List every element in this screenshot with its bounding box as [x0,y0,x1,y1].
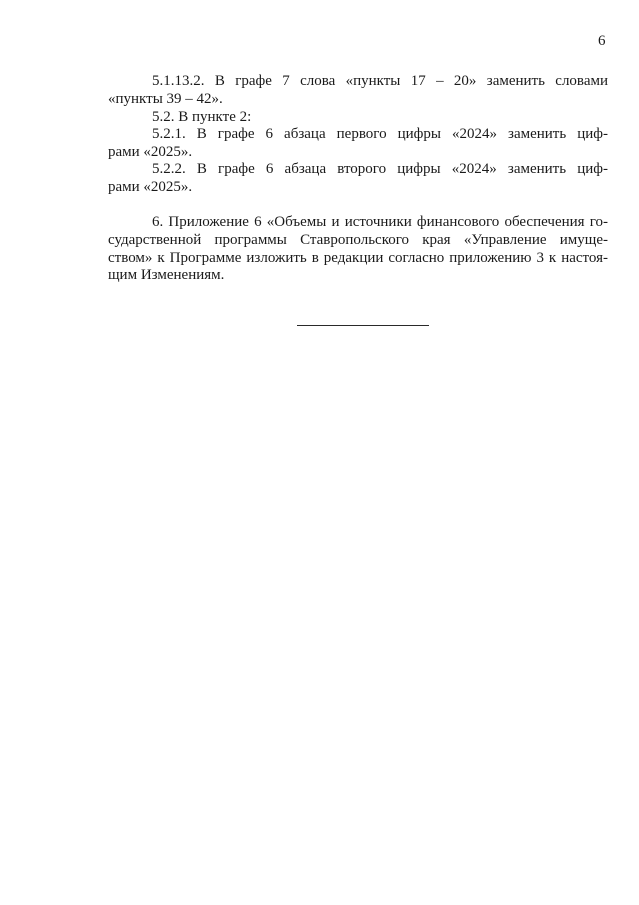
paragraph-line: ством» к Программе изложить в редакции согласно приложению 3 к настоя- [108,250,608,266]
paragraph-line: сударственной программы Ставропольского края «Управление имуще- [108,232,608,248]
paragraph-line: 5.2.2. В графе 6 абзаца второго цифры «2024» заменить циф- [152,161,608,177]
page-number: 6 [598,33,606,49]
paragraph-line: 5.2.1. В графе 6 абзаца первого цифры «2024» заменить циф- [152,126,608,142]
paragraph-line: 6. Приложение 6 «Объемы и источники финансового обеспечения го- [152,214,608,230]
paragraph-line: 5.1.13.2. В графе 7 слова «пункты 17 – 20» заменить словами [152,73,608,89]
paragraph-line: рами «2025». [108,144,193,160]
end-divider [297,325,429,326]
paragraph-line: «пункты 39 – 42». [108,91,223,107]
paragraph-line: щим Изменениям. [108,267,225,283]
paragraph-line: рами «2025». [108,179,193,195]
paragraph-line: 5.2. В пункте 2: [152,109,252,125]
